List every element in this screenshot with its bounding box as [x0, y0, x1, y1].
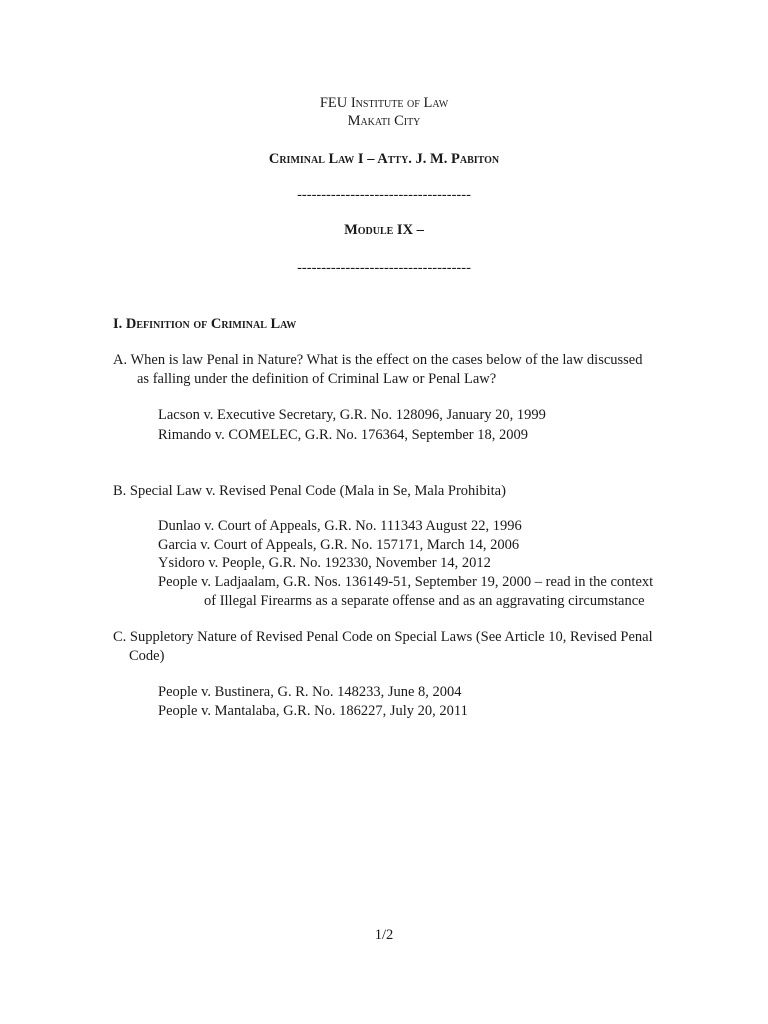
- question-a-line1: A. When is law Penal in Nature? What is the effect on the cases below of the law discussed: [113, 352, 643, 368]
- case-a-2: Rimando v. COMELEC, G.R. No. 176364, September 18, 2009: [158, 427, 528, 443]
- case-b-3: Ysidoro v. People, G.R. No. 192330, November 14, 2012: [158, 555, 491, 571]
- institute-city: Makati City: [347, 113, 421, 129]
- course-title: Criminal Law I – Atty. J. M. Pabiton: [268, 151, 500, 167]
- case-b-2: Garcia v. Court of Appeals, G.R. No. 157171, March 14, 2006: [158, 537, 520, 553]
- divider-top: ------------------------------------: [297, 187, 471, 203]
- case-b-1: Dunlao v. Court of Appeals, G.R. No. 111343 August 22, 1996: [158, 518, 522, 534]
- case-a-1: Lacson v. Executive Secretary, G.R. No. 128096, January 20, 1999: [158, 407, 546, 423]
- divider-bottom: ------------------------------------: [297, 260, 471, 276]
- question-c-line1: C. Suppletory Nature of Revised Penal Code on Special Laws (See Article 10, Revised Penal: [113, 629, 653, 645]
- question-a-line2: as falling under the definition of Criminal Law or Penal Law?: [137, 371, 497, 387]
- question-c-line2: Code): [129, 648, 165, 664]
- question-b-line1: B. Special Law v. Revised Penal Code (Mala in Se, Mala Prohibita): [113, 483, 506, 499]
- section-heading: I. Definition of Criminal Law: [113, 316, 297, 332]
- page-number: 1/2: [374, 927, 394, 943]
- case-c-2: People v. Mantalaba, G.R. No. 186227, July 20, 2011: [158, 703, 468, 719]
- case-b-4: People v. Ladjaalam, G.R. Nos. 136149-51, September 19, 2000 – read in the context: [158, 574, 654, 590]
- module-title: Module IX –: [344, 222, 424, 238]
- case-b-4-cont: of Illegal Firearms as a separate offense and as an aggravating circumstance: [204, 593, 645, 609]
- institute-name: FEU Institute of Law: [319, 95, 449, 111]
- case-c-1: People v. Bustinera, G. R. No. 148233, June 8, 2004: [158, 684, 462, 700]
